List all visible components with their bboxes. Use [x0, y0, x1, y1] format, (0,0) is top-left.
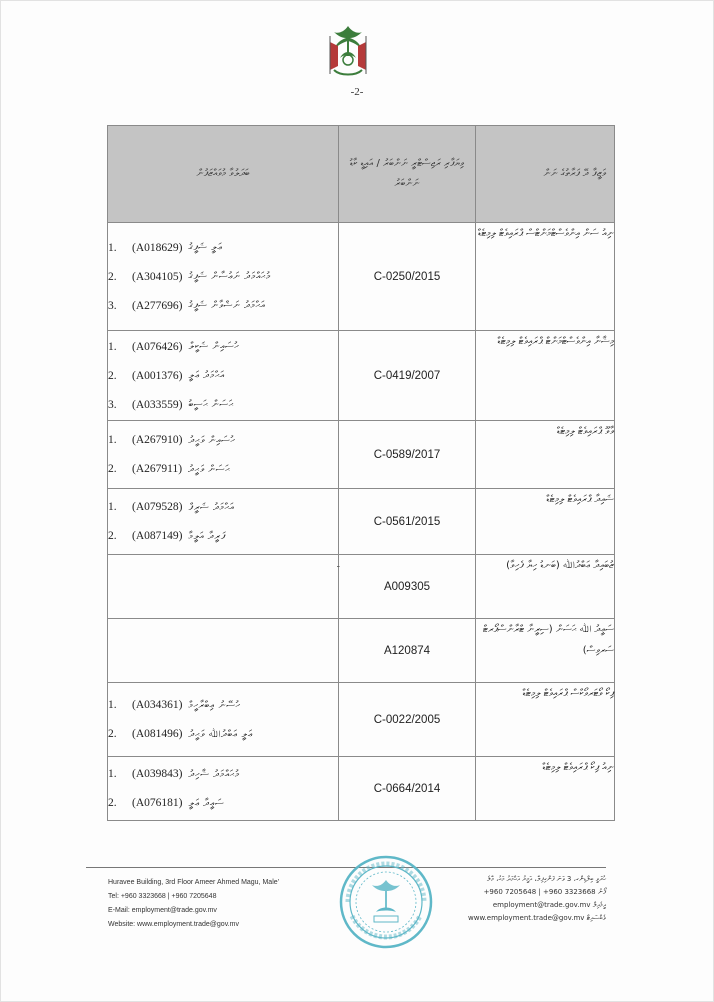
employee-entry [108, 493, 338, 522]
footer-contact-dhivehi [468, 873, 606, 925]
employees-cell [108, 489, 339, 555]
footer-address: Huravee Building, 3rd Floor Ameer Ahmed Magu, Male' [108, 879, 279, 886]
registration-number-cell: A009305 [339, 555, 476, 619]
employee-id: (A267910) [132, 434, 183, 446]
registration-number-cell: C-0419/2007 [339, 331, 476, 421]
header-registration-number: ވިޔަފާރި ރަޖިސްޓްރީ ނަންބަރު / އައިޑީ ކާޑު ނަންބަރު [339, 126, 476, 223]
employee-id: (A079528) [132, 501, 183, 513]
employee-id: (A081496) [132, 728, 183, 740]
employee-entry [108, 691, 338, 720]
employee-name: މުޙައްމަދު ޝާހިދު [188, 768, 240, 780]
registration-number-cell: A120874 [339, 619, 476, 683]
employee-name: ފަރީދާ އަލީމާ [188, 530, 226, 542]
employee-id: (A087149) [132, 530, 183, 542]
registration-number-cell: C-0561/2015 [339, 489, 476, 555]
employee-name: ހުސައިން ޝަކީލް [188, 341, 240, 352]
footer-tel: Tel: +960 3323668 | +960 7205648 [108, 893, 217, 900]
employee-entry [108, 233, 338, 262]
ministry-seal-stamp-icon [338, 854, 434, 950]
employee-entry [108, 426, 338, 455]
employee-name: އަޙްމަދު ނަޝްވާން ޝަފީޤު [188, 300, 266, 311]
table-row [108, 683, 615, 757]
table-row [108, 619, 615, 683]
footer-email-dv: employment@trade.gov.mv އީމެއިލް [492, 901, 606, 909]
employees-cell [108, 683, 339, 757]
footer-email: E-Mail: employment@trade.gov.mv [108, 907, 217, 914]
employee-entry [108, 789, 338, 818]
employee-number: 2. [108, 728, 117, 740]
employee-number: 1. [108, 241, 117, 254]
employee-entry [108, 291, 338, 320]
employee-name: އަޙްމަދު ޢަލީ [188, 370, 225, 381]
employees-cell [108, 421, 339, 489]
business-name: ނިއު ސަން އިންވެސްޓްމަންޓްސް ޕްރައިވެޓް ލިމިޓެޑް [477, 228, 614, 239]
employee-name: ހުސައިން ވަޙީދު [188, 434, 236, 446]
business-name: މިޝާނާ އިންވެސްޓްމަންޓް ޕްރައިވެޓް ލިމިޓެޑް [497, 336, 614, 347]
employee-entry [108, 332, 338, 361]
employees-cell [108, 223, 339, 331]
header-employees: ބަދަލުވާ މުވައްޒަފުން [108, 126, 339, 223]
business-name-cell [476, 619, 615, 683]
employee-number: 1. [108, 501, 117, 513]
employees-cell [108, 757, 339, 821]
registration-number-cell: C-0022/2005 [339, 683, 476, 757]
business-name-cell [476, 331, 615, 421]
employee-number: 2. [108, 270, 117, 283]
empty-marker: - [336, 561, 340, 572]
employee-entry [108, 262, 338, 291]
employee-number: 1. [108, 340, 117, 353]
footer-website: Website: www.employment.trade@gov.mv [108, 921, 239, 928]
table-row [108, 757, 615, 821]
employee-entry [108, 522, 338, 551]
header-business-name: ވަޒީފާ ދޭ ފަރާތުގެ ނަން [476, 126, 615, 223]
employee-number: 1. [108, 434, 117, 446]
business-name: ޒުބައިދާ ޢަބްދުﷲ (ބަނޑު ހިޔާ ފެހިވާ) [506, 560, 614, 571]
business-name: ވާވޫ ޕްރައިވެޓް ލިމިޓެޑް [556, 426, 614, 437]
employee-name: ޙަސަން ވަޙީދު [188, 463, 231, 475]
employee-id: (A277696) [132, 299, 183, 312]
business-name: ޝައިދާ ޕްރައިވެޓް ލިމިޓެޑް [546, 494, 614, 505]
footer-phone-dv: +960 7205648 | +960 3323668 ފޯނު [483, 888, 606, 896]
employee-number: 2. [108, 530, 117, 542]
table-row [108, 555, 615, 619]
employee-id: (A018629) [132, 241, 183, 254]
employee-transfer-table [107, 125, 615, 821]
employee-id: (A034361) [132, 699, 183, 711]
table-header-row [108, 126, 615, 223]
footer-website-dv: www.employment.trade@gov.mv ވެބްސައިޓް [468, 914, 606, 922]
employee-number: 3. [108, 299, 117, 312]
employee-id: (A267911) [132, 463, 183, 475]
employee-id: (A033559) [132, 398, 183, 411]
employee-entry [108, 760, 338, 789]
employee-number: 2. [108, 369, 117, 382]
page-number: -2- [350, 86, 364, 98]
business-name-cell [476, 757, 615, 821]
employee-entry [108, 720, 338, 749]
employees-cell [108, 555, 339, 619]
employee-number: 1. [108, 699, 117, 711]
registration-number-cell: C-0589/2017 [339, 421, 476, 489]
state-emblem-icon [326, 22, 370, 78]
employee-id: (A039843) [132, 768, 183, 780]
employee-number: 2. [108, 797, 117, 809]
employee-name: މުޙައްމަދު ނަޢުސާން ޝަފީޤު [188, 271, 271, 282]
employee-id: (A076181) [132, 797, 183, 809]
employee-name: ޙަސަން ޙަސީބު [188, 399, 234, 410]
employee-entry [108, 361, 338, 390]
business-name-cell [476, 555, 615, 619]
registration-number-cell: C-0664/2014 [339, 757, 476, 821]
employee-entry [108, 455, 338, 484]
business-name-cell [476, 489, 615, 555]
employee-number: 2. [108, 463, 117, 475]
employee-name: ޢަލީ ޝަފީޤު [188, 242, 223, 253]
table-row [108, 421, 615, 489]
employee-name: އަޙްމަދު ޝަރީފް [188, 501, 235, 513]
employee-id: (A076426) [132, 340, 183, 353]
footer-address-dv: ހުރަވީ ބިލްޑިންގ، 3 ވަނަ ފަންގިފިލާ، އަމީރު އަޙްމަދު މަގު، މާލެ [486, 875, 606, 883]
employee-name: ޢަލީ ޢަބްދުﷲ ވަޙީދު [188, 728, 253, 740]
table-row [108, 223, 615, 331]
employee-name: ހުސޭނު ޢިބްރާހީމް [188, 699, 241, 711]
business-name-cell [476, 421, 615, 489]
employee-name: ސަޢީދާ ޢަލީ [188, 797, 225, 809]
table-row [108, 331, 615, 421]
employees-cell [108, 331, 339, 421]
employee-id: (A001376) [132, 369, 183, 382]
employee-number: 1. [108, 768, 117, 780]
footer-contact-english [108, 876, 279, 932]
business-name: ނިއު ޕިކޯ ޕްރައިވެޓް ލިމިޓެޑް [542, 762, 614, 773]
employee-id: (A304105) [132, 270, 183, 283]
registration-number-cell: C-0250/2015 [339, 223, 476, 331]
business-name: ސަޢީދު ﷲ ޙަސަން (ސިރީނާ ޓްރާންސްޕޯރޓް ސަރވިސް) [482, 624, 614, 656]
table-row [108, 489, 615, 555]
business-name-cell [476, 223, 615, 331]
employee-number: 3. [108, 398, 117, 411]
employee-entry [108, 390, 338, 419]
business-name-cell [476, 683, 615, 757]
employees-cell [108, 619, 339, 683]
business-name: ޕިކޯ ވޯޓަރވޯކްސް ޕްރައިވެޓް ލިމިޓެޑް [522, 688, 614, 699]
